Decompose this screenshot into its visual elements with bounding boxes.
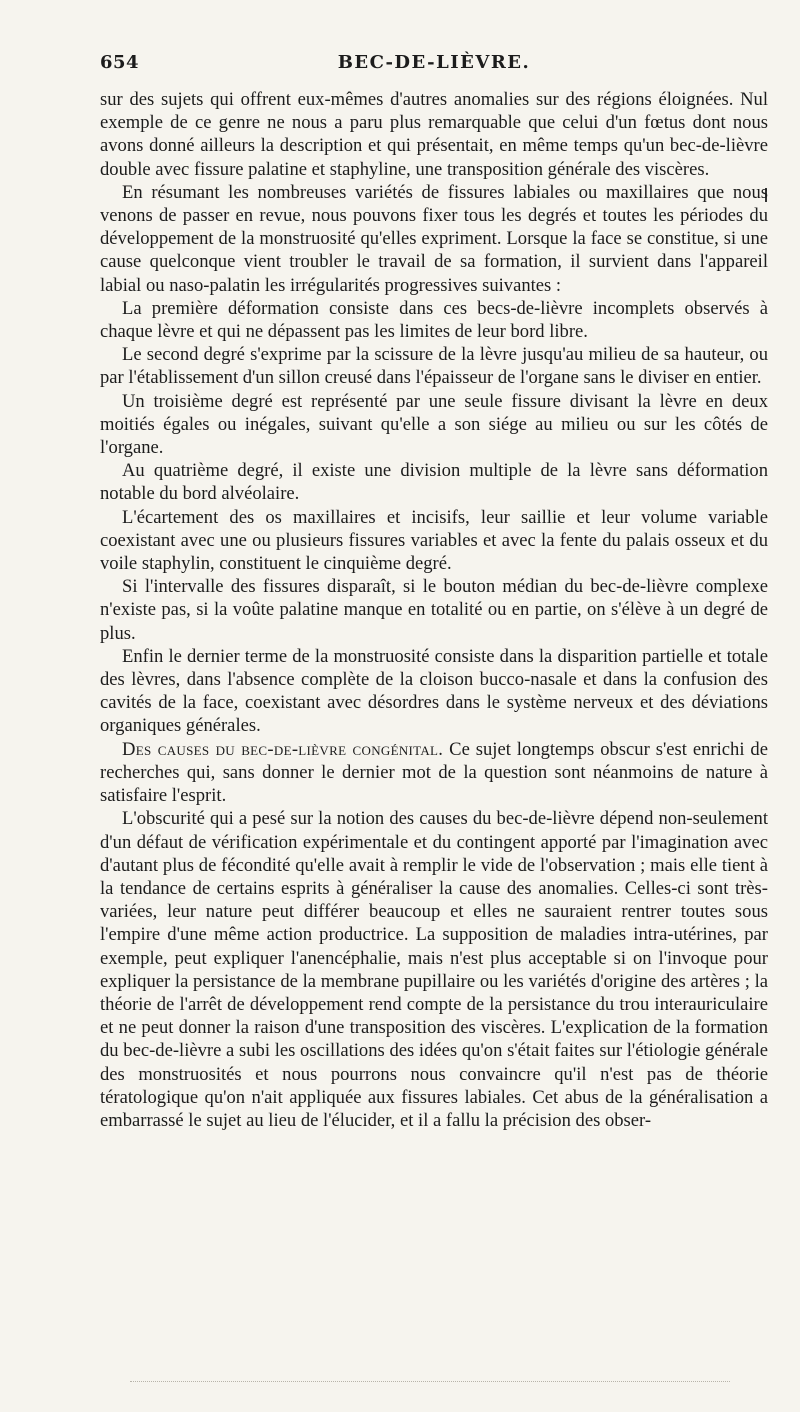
paragraph-degree-6: Si l'intervalle des fissures disparaît, si le bouton médian du bec-de-lièvre complexe n'existe pas, si la voûte palatine manque en totalité ou en partie, on s'élève à un degré de plus. <box>100 576 768 644</box>
paragraph-degree-5: L'écartement des os maxillaires et incisifs, leur saillie et leur volume variable coexistant avec une ou plusieurs fissures variables et avec la fente du palais osseux et du voile staphylin, constituent le cinquième degré. <box>100 506 768 575</box>
footer-rule <box>130 1381 730 1382</box>
paragraph-continued: sur des sujets qui offrent eux-mêmes d'autres anomalies sur des régions éloignées. Nul exemple de ce genre ne nous a paru plus remarquable que celui d'un fœtus dont nous avons donné ailleurs la description et qui présentait, en même temps qu'un bec-de-lièvre double avec fissure palatine et staphyline, une transposition générale des viscères. <box>100 89 768 180</box>
section-heading: Des causes du bec-de-lièvre congénital. <box>122 738 444 760</box>
page-number: 654 <box>100 52 140 73</box>
running-head: BEC-DE-LIÈVRE. <box>337 52 531 73</box>
page-header <box>100 52 768 82</box>
paragraph-obscurity: L'obscurité qui a pesé sur la notion des causes du bec-de-lièvre dépend non-seulement d'un défaut de vérification expérimentale et du contingent apporté par l'imagination avec d'autant plus de fécondité qu'elle avait à remplir le vide de l'observation ; mais elle tient à la tendance de certains esprits à généraliser la cause des anomalies. Celles-ci sont très-variées, leur nature peut différer beaucoup et elles ne sauraient rentrer toutes sous l'empire d'une même action productrice. La supposition de maladies intra-utérines, par exemple, peut expliquer l'anencéphalie, mais n'est plus acceptable si on l'invoque pour expliquer la persistance de la membrane pupillaire ou les variétés d'origine des artères ; la théorie de l'arrêt de développement rend compte de la persistance du trou interauriculaire et ne peut donner la raison d'une transposition des viscères. L'explication de la formation du bec-de-lièvre a subi les oscillations des idées qu'on s'était faites sur l'étiologie générale des monstruosités et nous pourrons nous convaincre qu'il n'est pas de théorie tératologique qu'on n'ait appliquée aux fissures labiales. Cet abus de la généralisation a embarrassé le sujet au lieu de l'élucider, et il a fallu la précision des obser- <box>100 808 768 1131</box>
section-intro-text: Ce sujet longtemps obscur s'est enrichi de recherches qui, sans donner le dernier mot de la question sont néanmoins de nature à satisfaire l'esprit. <box>100 738 768 807</box>
paragraph-last-degree: Enfin le dernier terme de la monstruosité consiste dans la disparition partielle et totale des lèvres, dans l'absence complète de la cloison bucco-nasale et dans la confusion des cavités de la face, coexistant avec désordres dans le système nerveux et des déviations organiques générales. <box>100 645 768 737</box>
paragraph-summary: En résumant les nombreuses variétés de fissures labiales ou maxillaires que nous venons de passer en revue, nous pouvons fixer tous les degrés et toutes les périodes du développement de la monstruosité qu'elles expriment. Lorsque la face se constitue, si une cause quelconque vient troubler le travail de sa formation, il survient dans l'appareil labial ou naso-palatin les irrégularités progressives suivantes : <box>100 181 768 296</box>
paragraph-section-causes <box>100 738 768 808</box>
paragraph-degree-3: Un troisième degré est représenté par une seule fissure divisant la lèvre en deux moitiés égales ou inégales, suivant qu'elle a son siége au milieu ou sur les côtés de l'organe. <box>100 390 768 459</box>
paragraph-degree-2: Le second degré s'exprime par la scissure de la lèvre jusqu'au milieu de sa hauteur, ou par l'établissement d'un sillon creusé dans l'épaisseur de l'organe sans le diviser en entier. <box>100 344 768 389</box>
paragraph-degree-1: La première déformation consiste dans ces becs-de-lièvre incomplets observés à chaque lèvre et qui ne dépassent pas les limites de leur bord libre. <box>100 297 768 343</box>
paragraph-degree-4: Au quatrième degré, il existe une division multiple de la lèvre sans déformation notable du bord alvéolaire. <box>100 460 768 505</box>
body-text <box>100 88 768 1132</box>
